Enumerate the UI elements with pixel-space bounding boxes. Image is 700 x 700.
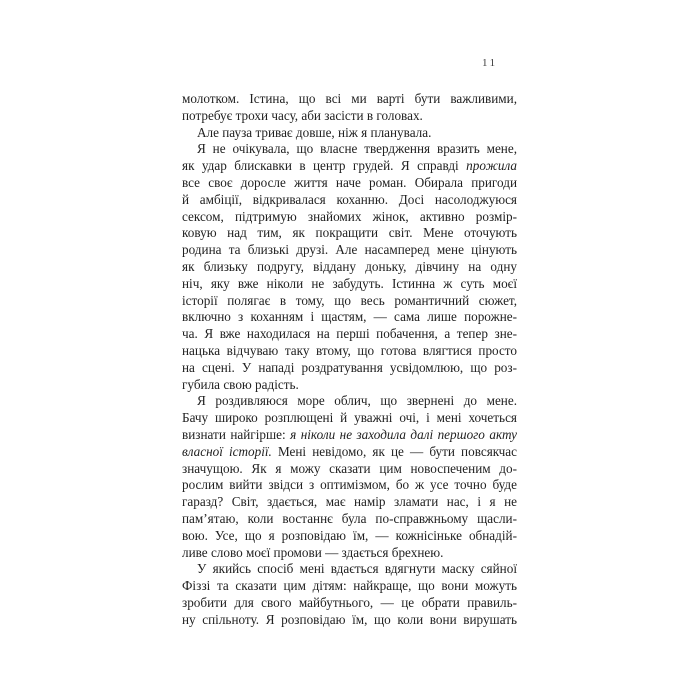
text-line	[182, 125, 517, 142]
text-line	[182, 91, 517, 108]
text-line	[182, 444, 517, 461]
text-line	[182, 175, 517, 192]
text-segment: Я не очікувала, що власне твердження вразить мене,	[197, 141, 517, 157]
text-segment: сексом, підтримую знайомих жінок, активно розмір-	[182, 208, 517, 224]
text-segment: все своє доросле життя наче роман. Обирала пригоди	[182, 174, 517, 190]
text-line	[182, 477, 517, 494]
text-segment: ча. Я вже находилася на перші побачення, а тепер зне-	[182, 326, 517, 342]
text-line	[182, 561, 517, 578]
text-segment: молотком. Істина, що всі ми варті бути важливими,	[182, 91, 517, 106]
text-segment: включно з коханням і щастям, — сама лише порожне-	[182, 309, 517, 325]
text-line	[182, 259, 517, 276]
text-line	[182, 360, 517, 377]
text-segment: пам’ятаю, коли востаннє була по-справжньому щасли-	[182, 510, 517, 526]
text-segment: рослим вийти звідси з оптимізмом, бо ж усе точно буде	[182, 477, 517, 493]
text-segment: Але пауза триває довше, ніж я планувала.	[197, 124, 432, 140]
text-segment: родина та близькі друзі. Але насамперед мене цінують	[182, 242, 517, 258]
text-line	[182, 192, 517, 209]
text-line	[182, 343, 517, 360]
text-segment: Я роздивляюся море облич, що звернені до мене.	[197, 393, 517, 409]
text-line	[182, 612, 517, 629]
text-line	[182, 242, 517, 259]
text-line	[182, 545, 517, 562]
text-line	[182, 158, 517, 175]
text-segment: історії полягає в тому, що весь романтичний сюжет,	[182, 292, 517, 308]
text-line	[182, 578, 517, 595]
text-line	[182, 494, 517, 511]
text-line	[182, 410, 517, 427]
text-segment: як удар блискавки в центр грудей. Я справді	[182, 158, 467, 174]
paragraph	[182, 125, 517, 142]
page-number: 11	[482, 57, 498, 69]
paragraph	[182, 393, 517, 561]
text-line	[182, 377, 517, 394]
text-line	[182, 461, 517, 478]
text-line	[182, 511, 517, 528]
text-segment: ливе слово моєї промови — здається брехнею.	[182, 544, 444, 560]
text-segment: ну спільноту. Я розповідаю їм, що коли вони вирушать	[182, 611, 517, 627]
text-line	[182, 108, 517, 125]
text-line	[182, 309, 517, 326]
italic-text-segment: я ніколи не заходила далі першого акту	[290, 426, 517, 442]
paragraph	[182, 561, 517, 628]
italic-text-segment: власної історії.	[182, 443, 272, 459]
text-segment: зробити для свого майбутнього, — це обрати правиль-	[182, 594, 517, 610]
text-segment: як близьку подругу, віддану доньку, дівчину на одну	[182, 258, 517, 274]
text-line	[182, 427, 517, 444]
text-segment: ковую над тим, як покращити світ. Мене оточують	[182, 225, 517, 241]
text-line	[182, 326, 517, 343]
text-line	[182, 528, 517, 545]
text-segment: потребує трохи часу, аби засісти в головах.	[182, 107, 423, 123]
text-segment: значущою. Як я можу сказати цим новоспеченим до-	[182, 460, 517, 476]
text-segment: Фіззі та сказати цим дітям: найкраще, що вони можуть	[182, 578, 517, 594]
paragraph	[182, 91, 517, 125]
paragraph	[182, 141, 517, 393]
text-segment: Бачу широко розплющені й уважні очі, і мені хочеться	[182, 410, 517, 426]
text-segment: гаразд? Світ, здається, має намір зламати нас, і я не	[182, 494, 517, 510]
text-segment: ніч, яку вже ніколи не забудуть. Істинна ж суть моєї	[182, 275, 517, 291]
text-segment: на сцені. У нападі роздратування усвідомлюю, що роз-	[182, 359, 517, 375]
body-text-block	[182, 91, 517, 629]
text-line	[182, 293, 517, 310]
text-segment: Мені невідомо, як це — бути повсякчас	[271, 443, 517, 459]
text-line	[182, 225, 517, 242]
text-line	[182, 209, 517, 226]
text-segment: нацька відчуваю таку втому, що готова влягтися просто	[182, 342, 517, 358]
text-segment: й амбіції, відкривалася коханню. Досі насолоджуюся	[182, 191, 517, 207]
text-segment: вою. Усе, що я розповідаю їм, — кожнісіньке обнадій-	[182, 527, 517, 543]
text-segment: визнати найгірше:	[182, 426, 291, 442]
text-line	[182, 393, 517, 410]
italic-text-segment: прожила	[466, 158, 517, 174]
text-line	[182, 276, 517, 293]
text-line	[182, 595, 517, 612]
text-segment: губила свою радість.	[182, 376, 299, 392]
text-segment: У якийсь спосіб мені вдається вдягнути маску сяйної	[197, 561, 517, 577]
text-line	[182, 141, 517, 158]
